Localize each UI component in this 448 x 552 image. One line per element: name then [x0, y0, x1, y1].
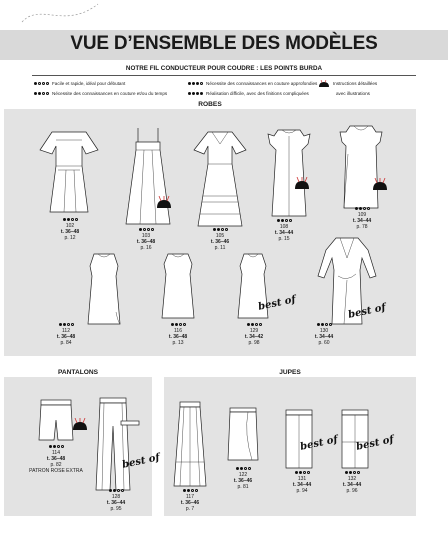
garment-103 — [124, 128, 172, 226]
model-number: 117 — [186, 494, 194, 500]
section-title-pantalons: PANTALONS — [4, 368, 152, 377]
decorative-dashed-line — [20, 0, 100, 28]
legend-text: Instructions détaillées — [333, 81, 378, 86]
difficulty-dots — [139, 228, 154, 231]
difficulty-dots — [355, 207, 370, 210]
model-info-132 — [324, 470, 380, 494]
difficulty-dots — [63, 218, 78, 221]
divider-top — [32, 75, 416, 76]
model-info-102 — [42, 217, 98, 241]
model-number: 108 — [279, 224, 289, 230]
garment-122 — [226, 406, 260, 462]
model-page: p. 12 — [64, 235, 76, 241]
model-size: t. 36–48 — [56, 334, 76, 340]
garment-116 — [158, 252, 198, 322]
difficulty-dots — [171, 323, 186, 326]
garment-102 — [38, 128, 100, 216]
difficulty-dots — [49, 445, 64, 448]
model-number: 112 — [62, 328, 70, 334]
difficulty-dots — [317, 323, 332, 326]
legend-text: avec illustrations — [336, 91, 370, 96]
model-number: 116 — [174, 328, 182, 334]
best-of-badge: best of — [121, 452, 161, 471]
pincushion-icon — [294, 177, 310, 189]
model-page: p. 84 — [60, 340, 72, 346]
model-info-105 — [192, 227, 248, 251]
model-size: t. 34–44 — [314, 334, 334, 340]
legend-text: Nécessite des connaissances en couture approfondies — [206, 81, 318, 86]
difficulty-dots — [34, 92, 49, 95]
difficulty-dots — [109, 489, 124, 492]
model-size: t. 36–44 — [106, 500, 126, 506]
legend-text: Nécessite des connaissances en couture et/ou du temps — [52, 91, 168, 96]
legend-level-4 — [188, 91, 309, 96]
pincushion-icon — [156, 196, 172, 208]
legend-instructions-2 — [336, 91, 370, 96]
model-size: t. 36–48 — [136, 239, 156, 245]
difficulty-dots — [295, 471, 310, 474]
model-page: p. 82 — [50, 462, 62, 468]
section-title-jupes: JUPES — [164, 368, 416, 377]
model-number: 129 — [249, 328, 259, 334]
model-number: 105 — [215, 233, 225, 239]
model-number: 103 — [141, 233, 151, 239]
model-number: 102 — [65, 223, 75, 229]
model-size: t. 36–48 — [46, 456, 66, 462]
model-page: p. 15 — [278, 236, 290, 242]
garment-109 — [336, 124, 386, 210]
model-number: 128 — [111, 494, 121, 500]
model-number: 109 — [357, 212, 367, 218]
pincushion-icon — [372, 178, 388, 190]
page-subtitle: NOTRE FIL CONDUCTEUR POUR COUDRE : LES POINTS BURDA — [125, 65, 323, 72]
legend-text: Réalisation difficile, avec des finitions compliquées — [206, 91, 309, 96]
model-number: 114 — [52, 450, 60, 456]
model-size: t. 36–48 — [168, 334, 188, 340]
pincushion-icon — [318, 80, 330, 87]
legend-level-3 — [188, 81, 317, 86]
model-number: 122 — [238, 472, 248, 478]
garment-112 — [84, 252, 124, 328]
model-page: p. 7 — [185, 506, 195, 512]
model-size: t. 34–44 — [342, 482, 362, 488]
best-of-badge: best of — [355, 434, 395, 453]
difficulty-dots — [277, 219, 292, 222]
model-info-129 — [226, 322, 282, 346]
model-page: p. 95 — [110, 506, 122, 512]
difficulty-dots — [34, 82, 49, 85]
model-size: t. 36–46 — [233, 478, 253, 484]
model-page: p. 60 — [318, 340, 330, 346]
belt-icon — [120, 418, 140, 428]
garment-117 — [170, 400, 210, 488]
best-of-badge: best of — [299, 434, 339, 453]
model-page: p. 94 — [296, 488, 308, 494]
model-info-112 — [38, 322, 94, 346]
legend-level-1 — [34, 81, 125, 86]
difficulty-dots — [345, 471, 360, 474]
garment-114 — [38, 398, 74, 444]
model-size: t. 36–46 — [180, 500, 200, 506]
model-info-109 — [334, 206, 390, 230]
difficulty-dots — [188, 92, 203, 95]
model-page: p. 81 — [237, 484, 249, 490]
model-size: t. 36–46 — [210, 239, 230, 245]
model-page: p. 16 — [140, 245, 152, 251]
model-info-128 — [88, 488, 144, 512]
section-title-robes: ROBES — [4, 100, 416, 109]
model-size: t. 34–44 — [352, 218, 372, 224]
model-page: p. 96 — [346, 488, 358, 494]
difficulty-dots — [188, 82, 203, 85]
model-size: t. 34–44 — [292, 482, 312, 488]
model-size: t. 34–44 — [274, 230, 294, 236]
model-info-114 — [28, 444, 84, 474]
model-size: t. 36–48 — [60, 229, 80, 235]
model-number: 131 — [297, 476, 307, 482]
difficulty-dots — [59, 323, 74, 326]
model-info-122 — [215, 466, 271, 490]
model-page: p. 13 — [172, 340, 184, 346]
model-page: p. 98 — [248, 340, 260, 346]
legend-instructions — [318, 80, 377, 87]
page-title: VUE D’ENSEMBLE DES MODÈLES — [70, 33, 378, 54]
difficulty-dots — [183, 489, 198, 492]
legend-level-2 — [34, 91, 167, 96]
model-info-131 — [274, 470, 330, 494]
model-page: p. 78 — [356, 224, 368, 230]
best-of-badge: best of — [257, 294, 297, 313]
model-page: p. 11 — [214, 245, 226, 251]
model-size: t. 34–42 — [244, 334, 264, 340]
pincushion-icon — [72, 418, 88, 430]
difficulty-dots — [213, 228, 228, 231]
model-info-103 — [118, 227, 174, 251]
best-of-badge: best of — [347, 302, 387, 321]
garment-128 — [96, 396, 136, 492]
model-info-116 — [150, 322, 206, 346]
difficulty-dots — [247, 323, 262, 326]
model-info-108 — [256, 218, 312, 242]
model-extra: PATRON ROSE EXTRA — [29, 468, 83, 474]
legend-text: Facile et rapide, idéal pour débutant — [52, 81, 126, 86]
model-number: 130 — [319, 328, 329, 334]
model-info-117 — [162, 488, 218, 512]
model-info-130 — [296, 322, 352, 346]
garment-105 — [190, 130, 250, 228]
model-number: 132 — [347, 476, 357, 482]
garment-108 — [262, 128, 316, 218]
difficulty-dots — [236, 467, 251, 470]
